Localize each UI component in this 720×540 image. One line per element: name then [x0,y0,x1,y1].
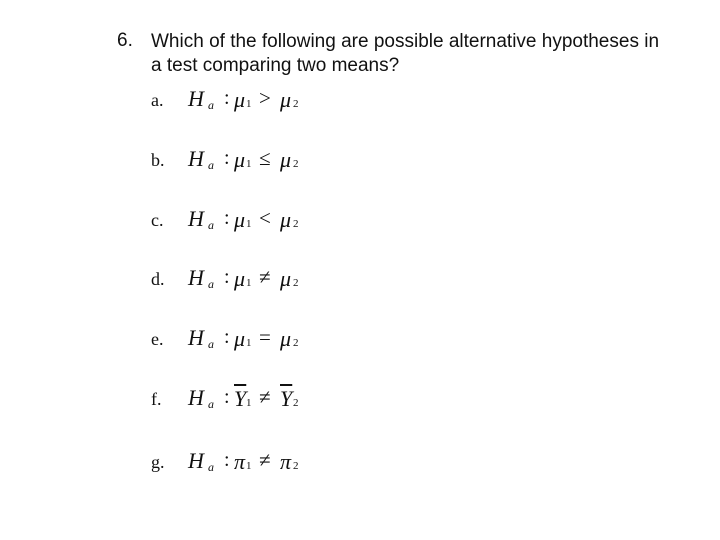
hypothesis-subscript: a [208,277,214,291]
hypothesis-symbol: H [188,146,204,171]
right-parameter: μ [280,326,292,351]
left-subscript: 1 [246,460,252,472]
hypothesis-subscript: a [208,218,214,232]
colon: : [224,326,230,348]
option-label: a. [151,90,164,110]
left-subscript: 1 [246,218,252,230]
option-label: e. [151,329,164,349]
hypothesis-subscript: a [208,98,214,112]
option-label: c. [151,210,164,230]
left-subscript: 1 [246,397,252,409]
option-label: g. [151,452,165,472]
hypothesis-subscript: a [208,397,214,411]
right-parameter: μ [280,207,292,232]
left-subscript: 1 [246,98,252,110]
left-parameter: μ [234,207,246,232]
hypothesis-subscript: a [208,158,214,172]
option-label: f. [151,389,162,409]
left-sample-mean: $\overline{Y}$ [234,386,247,411]
option-a [0,86,720,120]
right-subscript: 2 [293,397,299,409]
left-parameter: μ [234,147,246,172]
relation-operator: ≠ [259,265,271,289]
right-subscript: 2 [293,277,299,289]
left-subscript: 1 [246,337,252,349]
relation-operator: = [259,325,271,349]
colon: : [224,266,230,288]
right-parameter: μ [280,87,292,112]
option-label: b. [151,150,165,170]
hypothesis-subscript: a [208,337,214,351]
left-parameter: μ [234,326,246,351]
colon: : [224,449,230,471]
colon: : [224,147,230,169]
hypothesis-subscript: a [208,460,214,474]
right-subscript: 2 [293,98,299,110]
right-subscript: 2 [293,158,299,170]
left-parameter: μ [234,87,246,112]
hypothesis-symbol: H [188,265,204,290]
colon: : [224,87,230,109]
option-d [0,265,720,299]
colon: : [224,207,230,229]
relation-operator: > [259,86,271,110]
right-sample-mean: $\overline{Y}$ [280,386,293,411]
left-parameter: μ [234,266,246,291]
right-subscript: 2 [293,337,299,349]
option-label: d. [151,269,165,289]
option-e [0,325,720,359]
hypothesis-symbol: H [188,206,204,231]
option-g [0,448,720,482]
relation-operator: ≤ [259,146,271,170]
right-parameter: μ [280,147,292,172]
left-subscript: 1 [246,277,252,289]
left-subscript: 1 [246,158,252,170]
relation-operator: ≠ [259,448,271,472]
option-c [0,206,720,240]
hypothesis-symbol: H [188,86,204,111]
hypothesis-symbol: H [188,385,204,410]
relation-operator: ≠ [259,385,271,409]
left-parameter: π [234,449,246,474]
question-text: Which of the following are possible alternative hypotheses in a test comparing two means? [151,31,660,76]
option-f [0,385,720,419]
hypothesis-symbol: H [188,325,204,350]
question-number: 6. [117,30,133,51]
colon: : [224,386,230,408]
right-subscript: 2 [293,460,299,472]
right-parameter: π [280,449,292,474]
right-parameter: μ [280,266,292,291]
right-subscript: 2 [293,218,299,230]
hypothesis-symbol: H [188,448,204,473]
option-b [0,146,720,180]
relation-operator: < [259,206,271,230]
